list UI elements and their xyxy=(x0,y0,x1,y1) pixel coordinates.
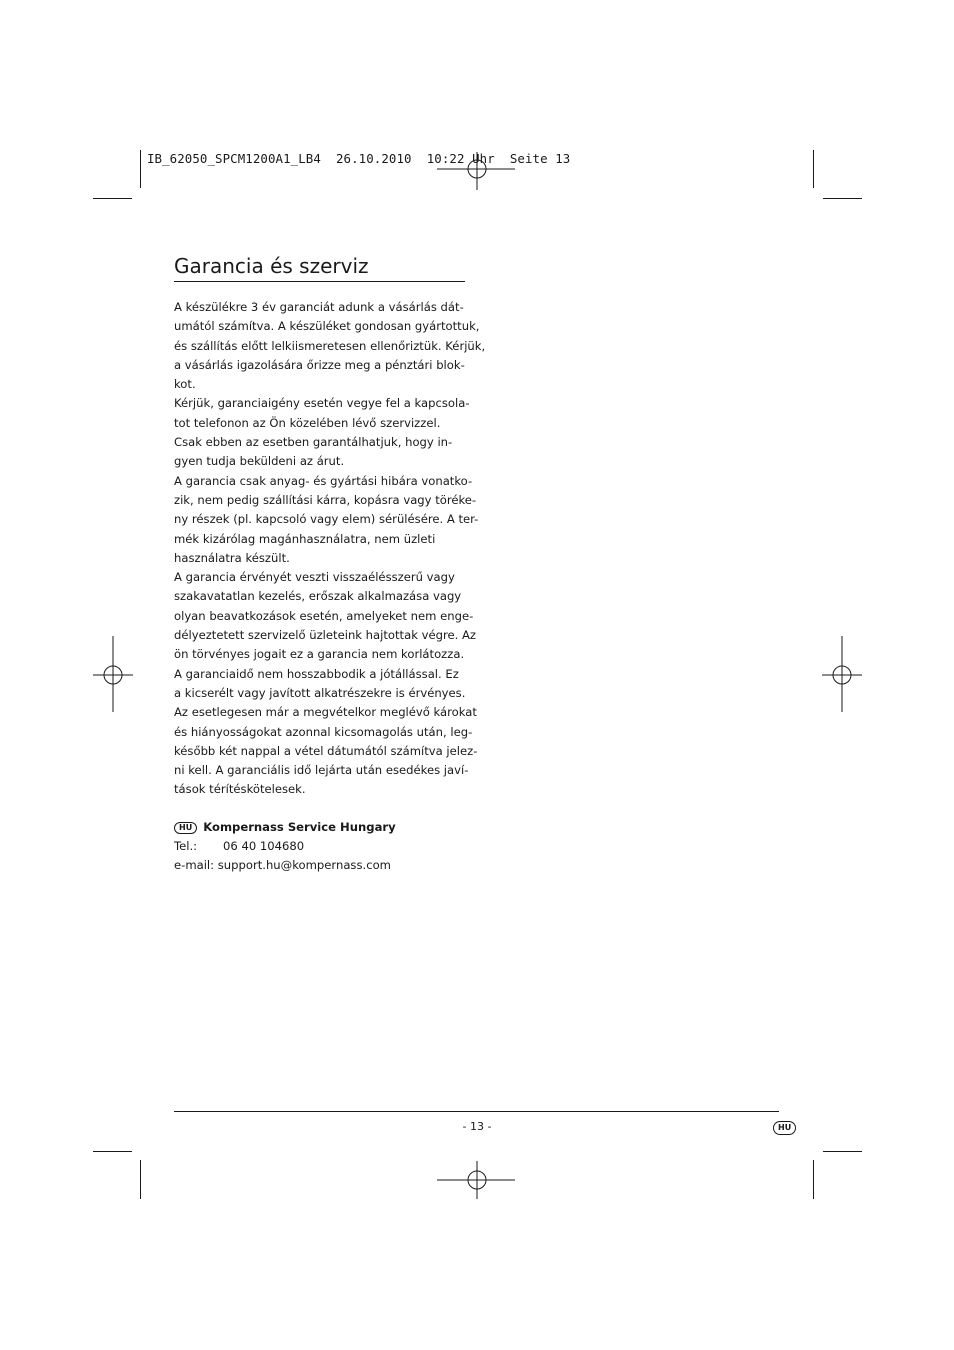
text-line: ni kell. A garanciális idő lejárta után esedékes javí- xyxy=(174,763,469,778)
phone-number: 06 40 104680 xyxy=(223,839,305,853)
country-badge: HU xyxy=(174,822,197,834)
phone-label: Tel.: xyxy=(174,839,198,853)
page-number: - 13 - xyxy=(462,1120,492,1133)
service-company: Kompernass Service Hungary xyxy=(203,820,396,834)
text-line: szakavatatlan kezelés, erőszak alkalmazása vagy xyxy=(174,589,462,604)
print-slug: IB_62050_SPCM1200A1_LB4 26.10.2010 10:22 Uhr Seite 13 xyxy=(147,151,571,166)
service-contact xyxy=(174,818,494,875)
text-line: olyan beavatkozások esetén, amelyeket nem enge- xyxy=(174,608,474,623)
text-line: és szállítás előtt lelkiismeretesen ellenőriztük. Kérjük, xyxy=(174,338,486,353)
text-line: A garancia csak anyag- és gyártási hibára vonatko- xyxy=(174,473,473,488)
text-line: tások térítéskötelesek. xyxy=(174,782,306,797)
text-line: Csak ebben az esetben garantálhatjuk, hogy in- xyxy=(174,435,453,450)
footer-country-badge: HU xyxy=(773,1121,796,1135)
text-line: mék kizárólag magánhasználatra, nem üzleti xyxy=(174,531,436,546)
page-title: Garancia és szerviz xyxy=(174,254,465,282)
text-line: tot telefonon az Ön közelében lévő szervizzel. xyxy=(174,415,441,430)
text-line: gyen tudja beküldeni az árut. xyxy=(174,454,345,469)
footer-rule xyxy=(174,1111,779,1112)
text-line: ön törvényes jogait ez a garancia nem korlátozza. xyxy=(174,647,465,662)
text-line: Kérjük, garanciaigény esetén vegye fel a kapcsola- xyxy=(174,396,470,411)
crop-mark xyxy=(823,1151,862,1152)
crop-mark xyxy=(823,198,862,199)
warranty-text xyxy=(174,298,486,800)
text-line: umától számítva. A készüléket gondosan gyártottuk, xyxy=(174,319,480,334)
text-line: Az esetlegesen már a megvételkor meglévő károkat xyxy=(174,705,477,720)
crop-mark xyxy=(93,1151,132,1152)
text-line: A garancia érvényét veszti visszaélésszerű vagy xyxy=(174,570,455,585)
text-line: később két nappal a vétel dátumától számítva jelez- xyxy=(174,743,478,758)
text-line: A garanciaidő nem hosszabbodik a jótállással. Ez xyxy=(174,666,459,681)
text-line: és hiányosságokat azonnal kicsomagolás után, leg- xyxy=(174,724,473,739)
crop-mark xyxy=(140,1160,141,1199)
crop-mark xyxy=(813,1160,814,1199)
text-line: délyeztetett szervizelő üzleteink hajtottak végre. Az xyxy=(174,628,476,643)
crop-mark xyxy=(93,198,132,199)
service-header xyxy=(174,818,494,837)
registration-mark-left xyxy=(73,636,153,716)
text-line: A készülékre 3 év garanciát adunk a vásárlás dát- xyxy=(174,300,464,314)
registration-mark-bottom xyxy=(437,1141,517,1221)
crop-mark xyxy=(813,150,814,188)
service-email: e-mail: support.hu@kompernass.com xyxy=(174,858,391,872)
text-line: a vásárlás igazolására őrizze meg a pénztári blok- xyxy=(174,357,465,372)
text-line: zik, nem pedig szállítási kárra, kopásra vagy töréke- xyxy=(174,492,477,507)
registration-mark-right xyxy=(802,636,882,716)
text-line: a kicserélt vagy javított alkatrészekre is érvényes. xyxy=(174,685,466,700)
crop-mark xyxy=(140,150,141,188)
text-line: kot. xyxy=(174,377,196,392)
text-line: használatra készült. xyxy=(174,550,290,565)
registration-mark-top xyxy=(437,130,517,210)
service-phone xyxy=(174,837,494,856)
text-line: ny részek (pl. kapcsoló vagy elem) sérülésére. A ter- xyxy=(174,512,479,527)
